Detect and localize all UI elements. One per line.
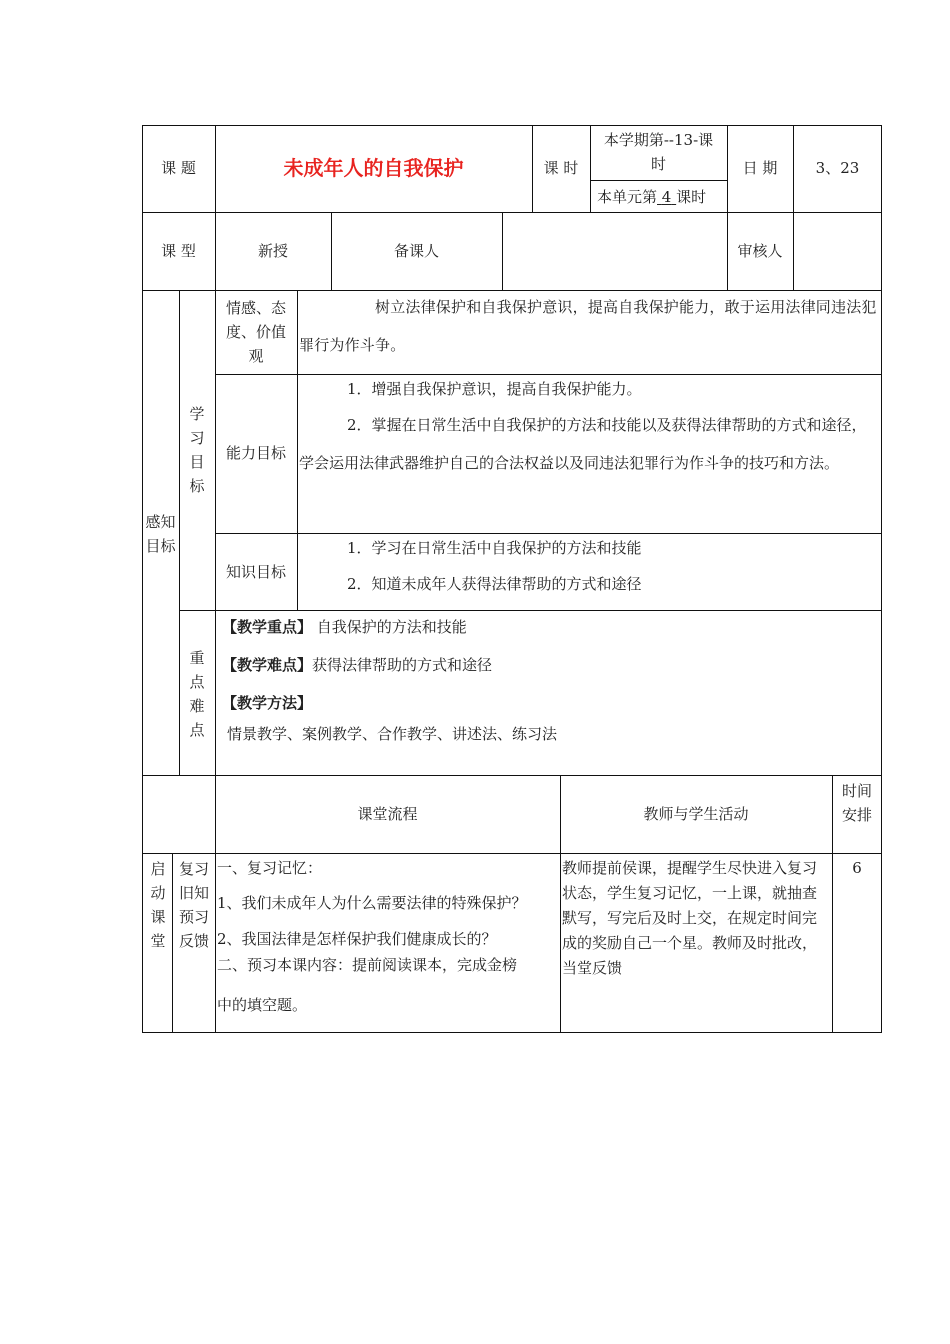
preparer-label: 备课人 — [393, 242, 439, 260]
ability-goal-item-2: 2．掌握在日常生活中自我保护的方法和技能以及获得法律帮助的方式和途径，学会运用法律武器维护自己的合法权益以及同违法犯罪行为作斗争的技巧和方法。 — [299, 416, 867, 472]
grid-line — [590, 180, 727, 181]
knowledge-goal-item-1: 1．学习在日常生活中自我保护的方法和技能 — [347, 539, 642, 557]
unit-lesson-prefix: 本单元第 — [597, 188, 658, 206]
difficulty-text: 获得法律帮助的方式和途径 — [312, 656, 493, 674]
knowledge-goal-item-2: 2．知道未成年人获得法律帮助的方式和途径 — [347, 575, 642, 593]
ability-goal-item-1: 1．增强自我保护意识，提高自我保护能力。 — [347, 380, 642, 398]
flow-line-5: 中的填空题。 — [217, 996, 308, 1014]
emotion-goal-label: 情感、态 度、价值 观 — [225, 299, 286, 365]
difficulty-label: 【教学难点】 — [222, 656, 313, 674]
activity-text: 教师提前侯课，提醒学生尽快进入复习状态，学生复习记忆，一上课，就抽查默写，写完后及时上交，在规定时间完成的奖励自己一个星。教师及时批改，当堂反馈 — [562, 859, 818, 977]
unit-lesson-number: 4 — [661, 188, 672, 206]
teaching-key-point — [222, 617, 467, 638]
grid-line — [215, 533, 882, 534]
knowledge-goal-label: 知识目标 — [225, 563, 286, 581]
time-value: 6 — [852, 859, 862, 877]
flow-line-3: 2、我国法律是怎样保护我们健康成长的？ — [217, 930, 497, 948]
learning-goal-label: 学 习 目 标 — [189, 405, 205, 495]
grid-line — [142, 853, 882, 854]
topic-title: 未成年人的自我保护 — [283, 156, 464, 180]
activity-header-label: 教师与学生活动 — [643, 805, 749, 823]
teaching-difficulty — [222, 655, 492, 676]
grid-line — [179, 290, 180, 776]
grid-line — [297, 290, 298, 611]
grid-line — [142, 775, 882, 776]
flow-header-label: 课堂流程 — [357, 805, 418, 823]
date-value: 3、23 — [815, 159, 860, 177]
perception-goal-label: 感知 目标 — [145, 513, 176, 555]
key-point-label: 【教学重点】 — [222, 618, 313, 636]
grid-line — [793, 212, 794, 291]
unit-lesson — [597, 187, 706, 208]
type-value: 新授 — [257, 242, 288, 260]
grid-line — [142, 212, 882, 213]
grid-line — [179, 610, 882, 611]
semester-lesson-line2: 时 — [650, 155, 666, 173]
teaching-method-label: 【教学方法】 — [222, 694, 313, 712]
unit-lesson-suffix: 课时 — [676, 188, 707, 206]
flow-line-2: 1、我们未成年人为什么需要法律的特殊保护？ — [217, 894, 527, 912]
stage-label: 启 动 课 堂 — [150, 860, 166, 950]
reviewer-label: 审核人 — [737, 242, 783, 260]
topic-label: 课 题 — [161, 159, 196, 177]
key-point-text: 自我保护的方法和技能 — [316, 618, 467, 636]
emotion-goal-text: 树立法律保护和自我保护意识，提高自我保护能力，敢于运用法律同违法犯罪行为作斗争。 — [299, 298, 877, 354]
grid-line — [502, 212, 503, 291]
type-label: 课 型 — [161, 242, 196, 260]
flow-line-1: 一、复习记忆： — [217, 859, 323, 877]
ability-goal-label: 能力目标 — [225, 444, 286, 462]
time-header-label: 时间 安排 — [841, 782, 872, 824]
date-label: 日 期 — [742, 159, 778, 177]
review-preview-label: 复习 旧知 预习 反馈 — [178, 860, 209, 950]
teaching-method-text: 情景教学、案例教学、合作教学、讲述法、练习法 — [227, 725, 558, 743]
semester-lesson-line1: 本学期第--13-课 — [603, 131, 714, 149]
key-difficulty-label: 重 点 难 点 — [189, 649, 205, 739]
period-label: 课 时 — [543, 159, 579, 177]
flow-line-4: 二、预习本课内容：提前阅读课本，完成金榜 — [217, 956, 518, 974]
